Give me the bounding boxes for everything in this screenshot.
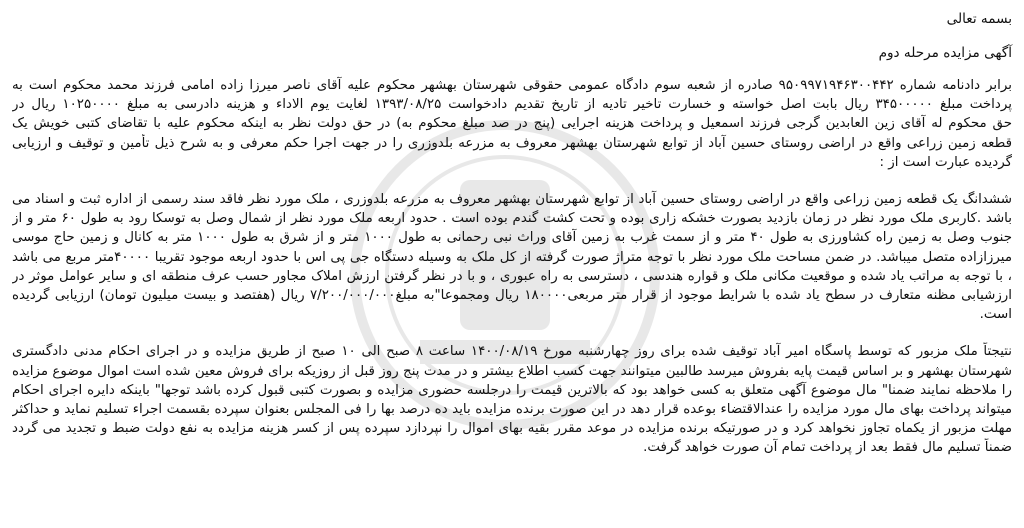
text-line: نتیجتاً ملک مزبور که توسط پاسگاه امیر آباد توقیف شده برای روز چهارشنبه مورخ ۱۴۰۰/۰۸/۱۹ ساعت ۸ صبح الی ۱۰ صبح از طریق مزایده و در اجرای احکام مدنی دادگستری <box>12 344 1012 360</box>
text-line: باشد .کاربری ملک مورد نظر در زمان بازدید بصورت خشکه زاری بوده و تحت کشت گندم بوده است . حدود اربعه ملک مورد نظر از شمال وصل به توسکا رود به طول ۶۰ متر و از <box>12 211 1012 227</box>
text-line: حق محکوم له آقای زین العابدین گرجی فرزند اسمعیل و پرداخت هزینه اجرایی (پنج در صد مبلغ محکوم به) در حق دولت نظر به اینکه محکوم علیه با تقاضای کتبی خویش یک <box>12 116 1012 132</box>
paragraph-spacer <box>12 172 1012 190</box>
text-line: ششدانگ یک قطعه زمین زراعی واقع در اراضی روستای حسین آباد از توابع شهرستان بهشهر معروف به مزرعه بلدوزری ، ملک مورد نظر فاقد سند رسمی از اداره ثبت و اسناد می <box>12 192 1012 208</box>
paragraph-auction-terms <box>12 342 1012 457</box>
document-title: بسمه تعالی <box>946 11 1012 27</box>
paragraph-judgment <box>12 76 1012 172</box>
text-line: مهلت مزبور از یکماه تجاوز نخواهد کرد و در صورتیکه برنده مزایده در موعد مقرر بقیه بهای اموال را نپردازد سپرده پس از کسر هزینه مزایده به نفع دولت ضبط و تجدید می گردد <box>12 421 1012 437</box>
text-line: جنوب وصل به زمین راه کشاورزی به طول ۴۰ متر و از سمت غرب به زمین آقای وراث نبی رحمانی به طول ۱۰۰۰ متر و از شرق به طول ۱۰۰۰ متر به کانال و زمین حاج موسی <box>12 230 1012 246</box>
document-subtitle: آگهی مزایده مرحله دوم <box>878 45 1012 61</box>
text-line: را ملاحظه نمایند ضمنا" مال موضوع آگهی متعلق به کسی خواهد بود که بالاترین قیمت را درجلسه حضوری مزایده و بصورت کتبی قبول کرده باشد توجها" باینکه دایره اجرای احکام <box>12 382 1012 398</box>
text-line: برابر دادنامه شماره ۹۵۰۹۹۷۱۹۴۶۳۰۰۴۴۲ صادره از شعبه سوم دادگاه عمومی حقوقی شهرستان بهشهر محکوم علیه آقای ناصر میرزا زاده امامی فرزند محمد محکوم است به <box>12 78 1012 93</box>
text-line: شهرستان بهشهر و بر اساس قیمت پایه بفروش میرسد طالبین میتوانند جهت کسب اطلاع بیشتر و در مدت پنج روز قبل از روزیکه برای فروش معین شده است اموال موضوع مزایده <box>12 363 1012 379</box>
text-line: ارزشیابی مظنه متعارف در سطح یاد شده با شرایط موجود از قرار متر مربعی۱۸۰۰۰۰ ریال ومجموعا"به مبلغ۷/۲۰۰/۰۰۰/۰۰۰ ریال (هفتصد و بیست میلیون تومان) ارزیابی گردیده <box>12 288 1012 304</box>
text-line: گردیده عبارت است از : <box>879 154 1012 170</box>
text-line: میتواند پرداخت بهای مال مورد مزایده را عندالاقتضاء بوعده قرار دهد در این صورت برنده مزایده باید ده درصد بها را فی المجلس بعنوان سپرده بقسمت اجراء تسلیم نماید و حداکثر <box>12 402 1012 418</box>
text-line: ضمناً تسلیم مال فقط بعد از پرداخت تمام آن صورت خواهد گرفت. <box>643 440 1012 456</box>
paragraph-property-description <box>12 190 1012 324</box>
text-line: قطعه زمین زراعی واقع در اراضی روستای حسین آباد از توابع شهرستان بهشهر معروف به مزرعه بلدوزری را در جهت اجرا حکم معرفی و به شرح ذیل تأمین و توقیف و ارزیابی <box>12 135 1012 151</box>
text-line: ، با توجه به مراتب یاد شده و موقعیت مکانی ملک و قواره هندسی ، دسترسی به راه عبوری ، و با در نظر گرفتن ارزش املاک مجاور حسب عرف منطقه ای و سایر عوامل موثر در <box>12 268 1012 284</box>
text-line: پرداخت مبلغ ۳۴۵۰۰۰۰۰ ریال بابت اصل خواسته و خسارت تاخیر تادیه از تاریخ تقدیم دادخواست ۱۳۹۳/۰۸/۲۵ لغایت یوم الاداء و هزینه دادرسی به مبلغ ۱۰۲۵۰۰۰۰ ریال در <box>12 97 1012 113</box>
paragraph-spacer <box>12 324 1012 342</box>
text-line: میرزازاده متصل میباشد. در ضمن مساحت ملک مورد نظر با توجه متراژ صورت گرفته از کل ملک به وسیله دستگاه جی پی اس با حدود اربعه موجود تقریبا ۴۰۰۰۰متر مربع می باشد <box>12 249 1012 265</box>
text-line: است. <box>979 307 1012 323</box>
